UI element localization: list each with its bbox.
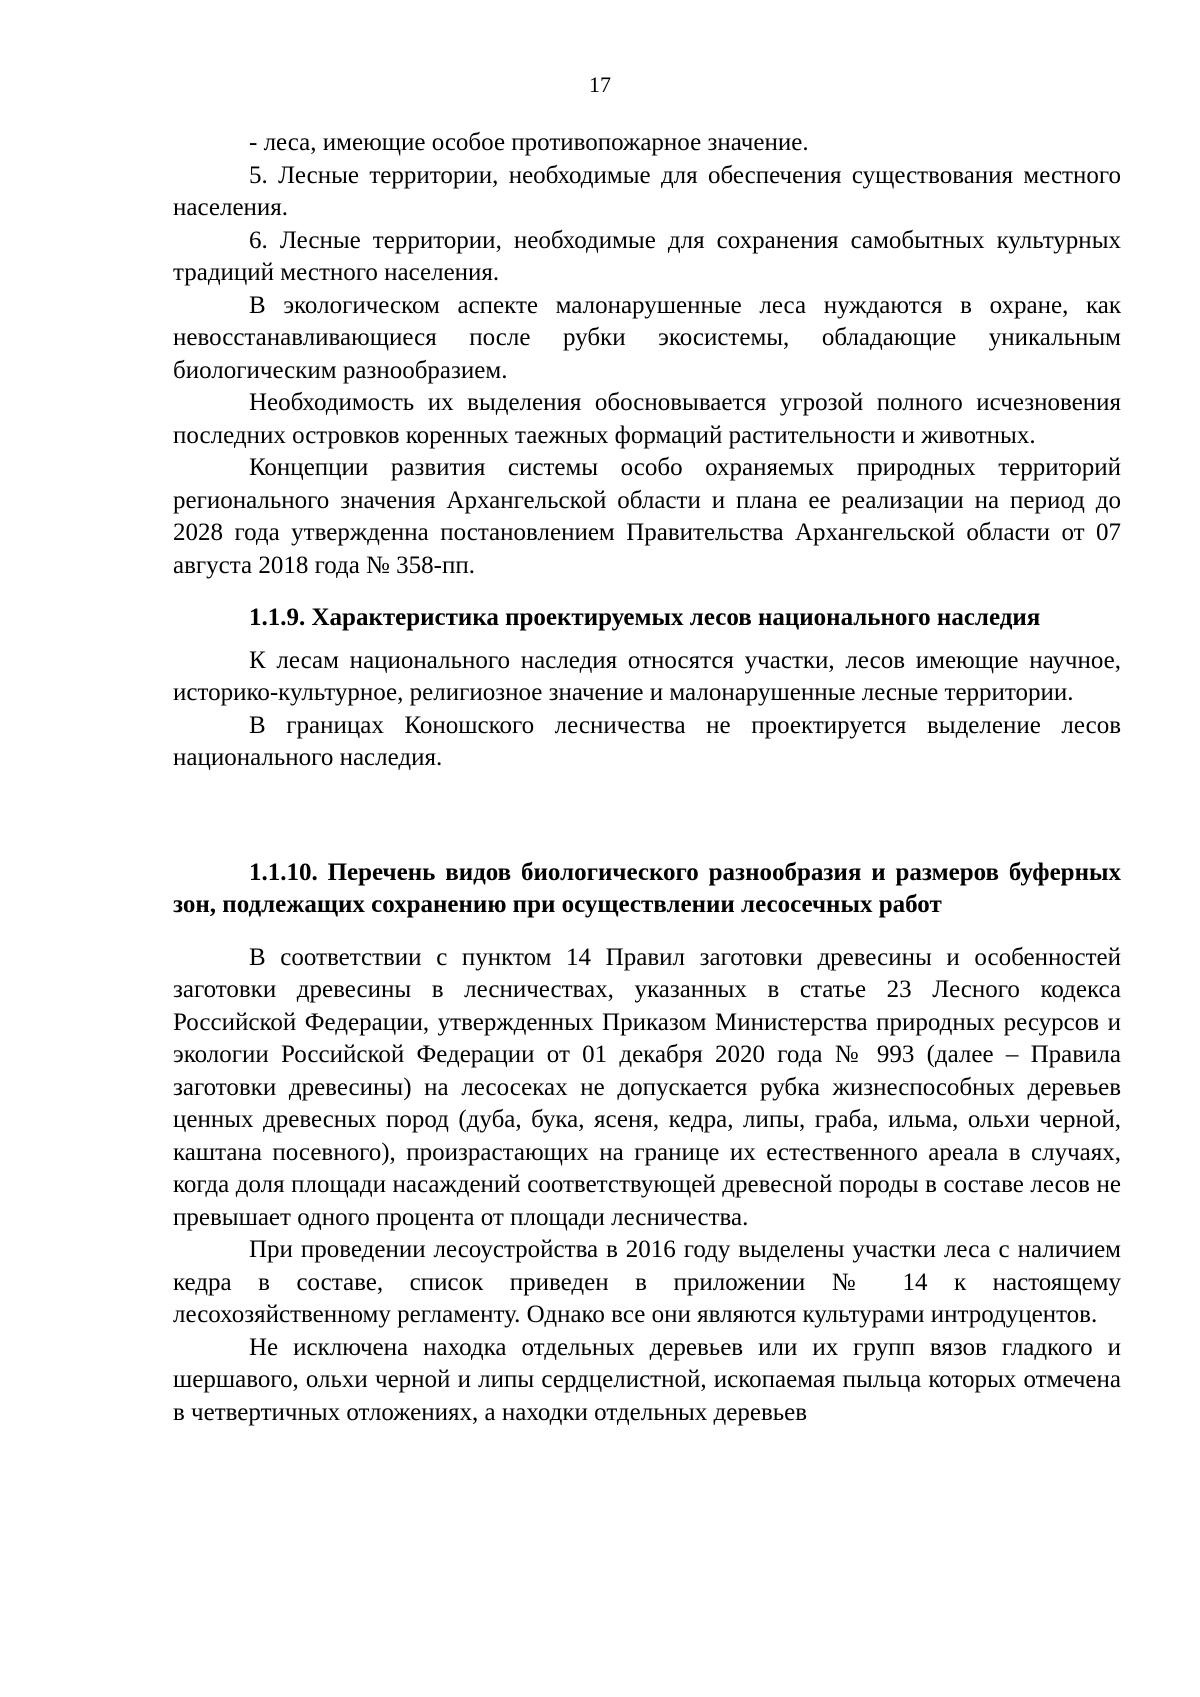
document-body — [173, 127, 1121, 1429]
section-heading-1-1-10: 1.1.10. Перечень видов биологического разнообразия и размеров буферных зон, подлежащих сохранению при осуществлении лесосечных работ — [173, 858, 1121, 918]
paragraph-heritage-forests: К лесам национального наследия относятся участки, лесов имеющие научное, историко-культурное, религиозное значение и малонарушенные лесные территории. — [173, 646, 1121, 706]
page-number: 17 — [589, 72, 611, 97]
paragraph-cedar-plots: При проведении лесоустройства в 2016 году выделены участки леса с наличием кедра в составе, список приведен в приложении № 14 к настоящему лесохозяйственному регламенту. Однако все они являются культурами интродуцентов. — [173, 1236, 1121, 1328]
paragraph-concept: Концепции развития системы особо охраняемых природных территорий регионального значения Архангельской области и плана ее реализации на период до 2028 года утвержденна постановлением Правительства Архангельской области от 07 августа 2018 года № 358-пп. — [173, 454, 1121, 579]
paragraph-konosha-boundaries: В границах Коношского лесничества не проектируется выделение лесов национального наследия. — [173, 711, 1121, 771]
paragraph-item-6: 6. Лесные территории, необходимые для сохранения самобытных культурных традиций местного населения. — [173, 226, 1121, 286]
paragraph-logging-rules: В соответствии с пунктом 14 Правил заготовки древесины и особенностей заготовки древесины в лесничествах, указанных в статье 23 Лесного кодекса Российской Федерации, утвержденных Приказом Министерства природных ресурсов и экологии Российской Федерации от 01 декабря 2020 года № 993 (далее – Правила заготовки древесины) на лесосеках не допускается рубка жизнеспособных деревьев ценных древесных пород (дуба, бука, ясеня, кедра, липы, граба, ильма, ольхи черной, каштана посевного), произрастающих на границе их естественного ареала в случаях, когда доля площади насаждений соответствующей древесной породы в составе лесов не превышает одного процента от площади лесничества. — [173, 943, 1121, 1231]
paragraph-elm-alder-linden: Не исключена находка отдельных деревьев или их групп вязов гладкого и шершавого, ольхи черной и липы сердцелистной, ископаемая пыльца которых отмечена в четвертичных отложениях, а находки отдельных деревьев — [173, 1333, 1121, 1426]
paragraph-necessity: Необходимость их выделения обосновывается угрозой полного исчезновения последних островков коренных таежных формаций растительности и животных. — [173, 389, 1121, 449]
paragraph-fire-protection-forests: - леса, имеющие особое противопожарное значение. — [249, 129, 809, 156]
paragraph-ecological-aspect: В экологическом аспекте малонарушенные леса нуждаются в охране, как невосстанавливающиеся после рубки экосистемы, обладающие уникальным биологическим разнообразием. — [173, 291, 1121, 384]
paragraph-item-5: 5. Лесные территории, необходимые для обеспечения существования местного населения. — [173, 161, 1121, 221]
section-heading-1-1-9: 1.1.9. Характеристика проектируемых лесов национального наследия — [249, 604, 1041, 631]
